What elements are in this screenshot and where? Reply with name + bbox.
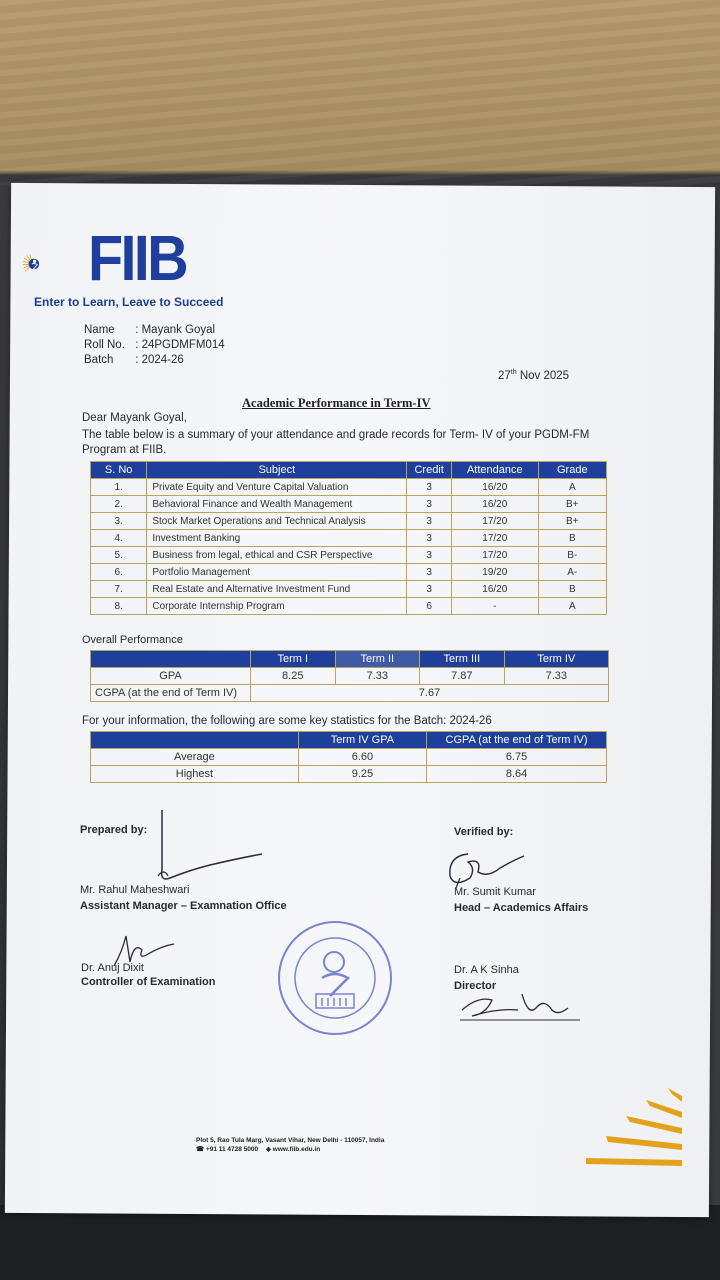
cell-subject: Real Estate and Alternative Investment Fund xyxy=(147,581,407,598)
gpa-label: GPA xyxy=(91,668,251,685)
cell-credit: 3 xyxy=(407,479,452,496)
table-row xyxy=(91,513,607,530)
batch-label: Batch xyxy=(84,354,114,366)
verified-role: Head – Academics Affairs xyxy=(454,902,589,914)
cell-attendance: 16/20 xyxy=(452,479,539,496)
cell-grade: B xyxy=(538,530,606,547)
table-row xyxy=(91,530,607,547)
header-empty xyxy=(91,732,299,749)
cell-credit: 3 xyxy=(407,496,452,513)
gpa-row xyxy=(91,668,609,685)
coe-role: Controller of Examination xyxy=(81,976,216,988)
intro-line-2: Program at FIIB. xyxy=(82,444,167,456)
phone-icon: ☎ xyxy=(196,1146,205,1153)
footer-web: www.fiib.edu.in xyxy=(272,1146,321,1153)
name-value: : Mayank Goyal xyxy=(135,324,216,336)
cell-sno: 5. xyxy=(91,547,147,564)
cell-credit: 3 xyxy=(407,581,452,598)
prepared-role: Assistant Manager – Examnation Office xyxy=(80,900,287,912)
cell-sno: 8. xyxy=(91,598,147,615)
cell-attendance: 17/20 xyxy=(452,547,539,564)
cell-attendance: 17/20 xyxy=(452,513,539,530)
cell-subject: Portfolio Management xyxy=(147,564,407,581)
gpa-term-1: 8.25 xyxy=(251,668,336,685)
date-day: 27 xyxy=(498,369,511,382)
fiib-logo-icon xyxy=(22,234,88,294)
verified-name: Mr. Sumit Kumar xyxy=(454,886,536,898)
date-suffix: th xyxy=(510,369,517,376)
cell-grade: B- xyxy=(538,547,606,564)
header-term-1: Term I xyxy=(251,651,336,668)
table-row xyxy=(91,547,607,564)
roll-value: : 24PGDMFM014 xyxy=(135,339,225,351)
student-batch-row xyxy=(84,354,184,366)
batch-value: : 2024-26 xyxy=(135,354,184,366)
cell-subject: Behavioral Finance and Wealth Management xyxy=(147,496,407,513)
cell-subject: Business from legal, ethical and CSR Perspective xyxy=(147,547,407,564)
greeting: Dear Mayank Goyal, xyxy=(82,412,187,424)
cell-grade: A- xyxy=(538,564,606,581)
table-row xyxy=(91,479,607,496)
stat-label: Highest xyxy=(91,766,299,783)
stat-cgpa: 6.75 xyxy=(427,749,607,766)
table-row xyxy=(91,496,607,513)
verified-by-label: Verified by: xyxy=(454,826,514,838)
header-term-2: Term II xyxy=(335,651,420,668)
cgpa-label: CGPA (at the end of Term IV) xyxy=(91,685,251,702)
cell-grade: B xyxy=(538,581,606,598)
table-row xyxy=(91,749,607,766)
cell-sno: 2. xyxy=(91,496,147,513)
gpa-term-3: 7.87 xyxy=(420,668,505,685)
stat-gpa: 6.60 xyxy=(298,749,426,766)
cell-subject: Private Equity and Venture Capital Valuation xyxy=(147,479,407,496)
header-subject: Subject xyxy=(147,462,407,479)
cell-sno: 4. xyxy=(91,530,147,547)
cell-credit: 3 xyxy=(407,513,452,530)
gpa-term-2: 7.33 xyxy=(335,668,420,685)
signature-prepared-icon xyxy=(150,810,270,890)
stats-intro: For your information, the following are some key statistics for the Batch: 2024-26 xyxy=(82,715,492,727)
date-rest: Nov 2025 xyxy=(516,369,570,382)
cell-subject: Stock Market Operations and Technical Analysis xyxy=(147,513,407,530)
footer-contact xyxy=(196,1145,320,1153)
cell-grade: A xyxy=(538,479,606,496)
header-attendance: Attendance xyxy=(452,462,539,479)
intro-line-1: The table below is a summary of your attendance and grade records for Term- IV of your PGDM-FM xyxy=(82,429,590,441)
name-label: Name xyxy=(84,324,115,336)
cell-attendance: - xyxy=(452,598,539,615)
cgpa-row xyxy=(91,685,609,702)
header-sno: S. No xyxy=(91,462,147,479)
table-row xyxy=(91,581,607,598)
overall-performance-label: Overall Performance xyxy=(82,634,183,646)
gpa-term-4: 7.33 xyxy=(504,668,608,685)
prepared-by-label: Prepared by: xyxy=(80,824,148,836)
cell-credit: 3 xyxy=(407,530,452,547)
stats-header-row xyxy=(91,732,607,749)
cell-subject: Corporate Internship Program xyxy=(147,598,407,615)
brand-tagline: Enter to Learn, Leave to Succeed xyxy=(34,295,224,309)
cell-sno: 1. xyxy=(91,479,147,496)
student-roll-row xyxy=(84,339,225,351)
header-credit: Credit xyxy=(407,462,452,479)
cell-sno: 7. xyxy=(91,581,147,598)
globe-icon: ◈ xyxy=(265,1146,271,1153)
overall-header-row xyxy=(91,651,609,668)
header-empty xyxy=(91,651,251,668)
student-name-row xyxy=(84,324,215,336)
cell-attendance: 16/20 xyxy=(452,496,539,513)
cell-credit: 3 xyxy=(407,564,452,581)
header-grade: Grade xyxy=(538,462,606,479)
stats-table xyxy=(90,731,607,783)
cell-sno: 6. xyxy=(91,564,147,581)
coe-name: Dr. Anuj Dixit xyxy=(81,962,144,974)
decorative-stripes-icon xyxy=(586,1086,690,1176)
table-row xyxy=(91,766,607,783)
overall-table xyxy=(90,650,609,702)
letter-date xyxy=(498,369,569,382)
footer-address: Plot 5, Rao Tula Marg, Vasant Vihar, New Delhi - 110057, India xyxy=(196,1137,385,1144)
cell-grade: B+ xyxy=(538,513,606,530)
grades-table xyxy=(90,461,607,615)
cgpa-value: 7.67 xyxy=(251,685,609,702)
cell-attendance: 19/20 xyxy=(452,564,539,581)
table-surface xyxy=(0,0,720,185)
stat-label: Average xyxy=(91,749,299,766)
footer-phone: +91 11 4728 5000 xyxy=(205,1146,259,1153)
table-row xyxy=(91,564,607,581)
director-name: Dr. A K Sinha xyxy=(454,964,519,976)
grades-header-row xyxy=(91,462,607,479)
cell-credit: 3 xyxy=(407,547,452,564)
header-term-4: Term IV xyxy=(504,651,608,668)
director-role: Director xyxy=(454,980,497,992)
table-row xyxy=(91,598,607,615)
cell-grade: A xyxy=(538,598,606,615)
brand-name: FIIB xyxy=(88,222,186,294)
cell-attendance: 16/20 xyxy=(452,581,539,598)
cell-credit: 6 xyxy=(407,598,452,615)
document-title: Academic Performance in Term-IV xyxy=(242,396,431,410)
cell-subject: Investment Banking xyxy=(147,530,407,547)
cell-attendance: 17/20 xyxy=(452,530,539,547)
prepared-name: Mr. Rahul Maheshwari xyxy=(80,884,190,896)
stat-gpa: 9.25 xyxy=(298,766,426,783)
roll-label: Roll No. xyxy=(84,339,125,351)
institute-seal-icon xyxy=(272,918,398,1038)
signature-director-icon xyxy=(458,986,584,1026)
cell-sno: 3. xyxy=(91,513,147,530)
stat-cgpa: 8.64 xyxy=(427,766,607,783)
header-cgpa: CGPA (at the end of Term IV) xyxy=(427,732,607,749)
header-term4-gpa: Term IV GPA xyxy=(298,732,426,749)
cell-grade: B+ xyxy=(538,496,606,513)
header-term-3: Term III xyxy=(420,651,505,668)
